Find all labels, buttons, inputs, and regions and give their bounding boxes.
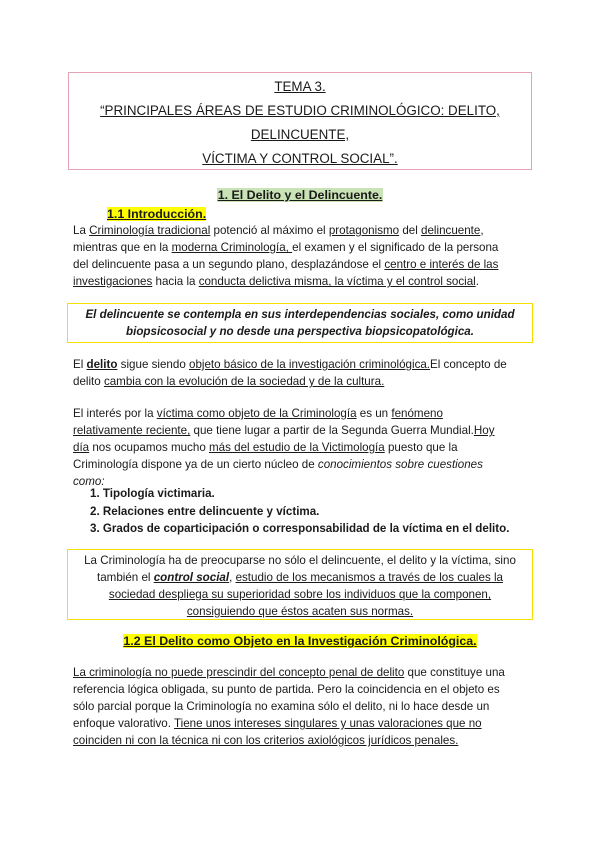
penal-line-2: referencia lógica obligada, su punto de partida. Pero la coincidencia en el objeto es <box>73 683 500 696</box>
list-item: 2. Relaciones entre delincuente y víctima. <box>90 504 320 518</box>
quote-1-line-1: El delincuente se contempla en sus interdependencias sociales, como unidad <box>85 308 515 321</box>
penal-line-4: enfoque valorativo. Tiene unos intereses singulares y unas valoraciones que no <box>73 717 482 730</box>
penal-line-5: coinciden ni con la técnica ni con los criterios axiológicos jurídicos penales. <box>73 734 459 747</box>
intro-line-1: La Criminología tradicional potenció al máximo el protagonismo del delincuente, <box>73 224 484 237</box>
victima-line-5: como: <box>73 475 105 488</box>
victima-line-1: El interés por la víctima como objeto de la Criminología es un fenómeno <box>73 407 443 420</box>
intro-line-3: del delincuente pasa a un segundo plano, desplazándose el centro e interés de las <box>73 258 499 271</box>
title-line-4: VÍCTIMA Y CONTROL SOCIAL”. <box>202 151 398 166</box>
section-1-1-heading <box>107 207 206 221</box>
section-1-heading-text: 1. El Delito y el Delincuente. <box>217 188 383 202</box>
title-line-2: “PRINCIPALES ÁREAS DE ESTUDIO CRIMINOLÓGICO: DELITO, <box>100 103 500 118</box>
quote-2-line-2: también el control social, estudio de los mecanismos a través de los cuales la <box>97 571 503 584</box>
list-item: 1. Tipología victimaria. <box>90 487 215 500</box>
section-1-2-heading <box>0 634 600 648</box>
title-line-1: TEMA 3. <box>274 79 326 94</box>
delito-line-2: delito cambia con la evolución de la sociedad y de la cultura. <box>73 375 385 388</box>
section-1-2-heading-text: 1.2 El Delito como Objeto en la Investigación Criminológica. <box>123 634 477 648</box>
quote-1-line-2: biopsicosocial y no desde una perspectiva biopsicopatológica. <box>126 325 474 338</box>
title-box <box>68 72 532 170</box>
quote-2-line-4: consiguiendo que éstos acaten sus normas. <box>186 605 414 618</box>
victima-paragraph <box>73 405 535 490</box>
penal-line-3: sólo parcial porque la Criminología no examina sólo el delito, ni lo hace desde un <box>73 700 490 713</box>
intro-line-2: mientras que en la moderna Criminología, el examen y el significado de la persona <box>73 241 499 254</box>
section-1-heading <box>0 188 600 202</box>
title-line-3: DELINCUENTE, <box>250 127 350 142</box>
quote-2-line-1: La Criminología ha de preocuparse no sólo el delincuente, el delito y la víctima, sino <box>84 554 516 567</box>
victima-line-3: día nos ocupamos mucho más del estudio de la Victimología puesto que la <box>73 441 458 454</box>
intro-line-4: investigaciones hacia la conducta delictiva misma, la víctima y el control social. <box>73 275 479 288</box>
victima-line-2: relativamente reciente, que tiene lugar a partir de la Segunda Guerra Mundial.Hoy <box>73 424 495 437</box>
victimology-topics-list <box>90 485 509 538</box>
delito-line-1: El delito sigue siendo objeto básico de la investigación criminológica.El concepto de <box>73 358 507 371</box>
delito-paragraph <box>73 356 535 390</box>
victima-line-4: Criminología dispone ya de un cierto núcleo de conocimientos sobre cuestiones <box>73 458 483 471</box>
quote-box-1 <box>67 303 533 343</box>
section-1-1-heading-text: 1.1 Introducción. <box>107 207 207 221</box>
intro-paragraph <box>73 222 535 290</box>
quote-2-line-3: sociedad despliega su superioridad sobre los individuos que la componen, <box>108 588 492 601</box>
penal-paragraph <box>73 664 535 749</box>
penal-line-1: La criminología no puede prescindir del concepto penal de delito que constituye una <box>73 666 505 679</box>
list-item: 3. Grados de coparticipación o corresponsabilidad de la víctima en el delito. <box>90 522 510 535</box>
quote-box-2 <box>67 549 533 620</box>
